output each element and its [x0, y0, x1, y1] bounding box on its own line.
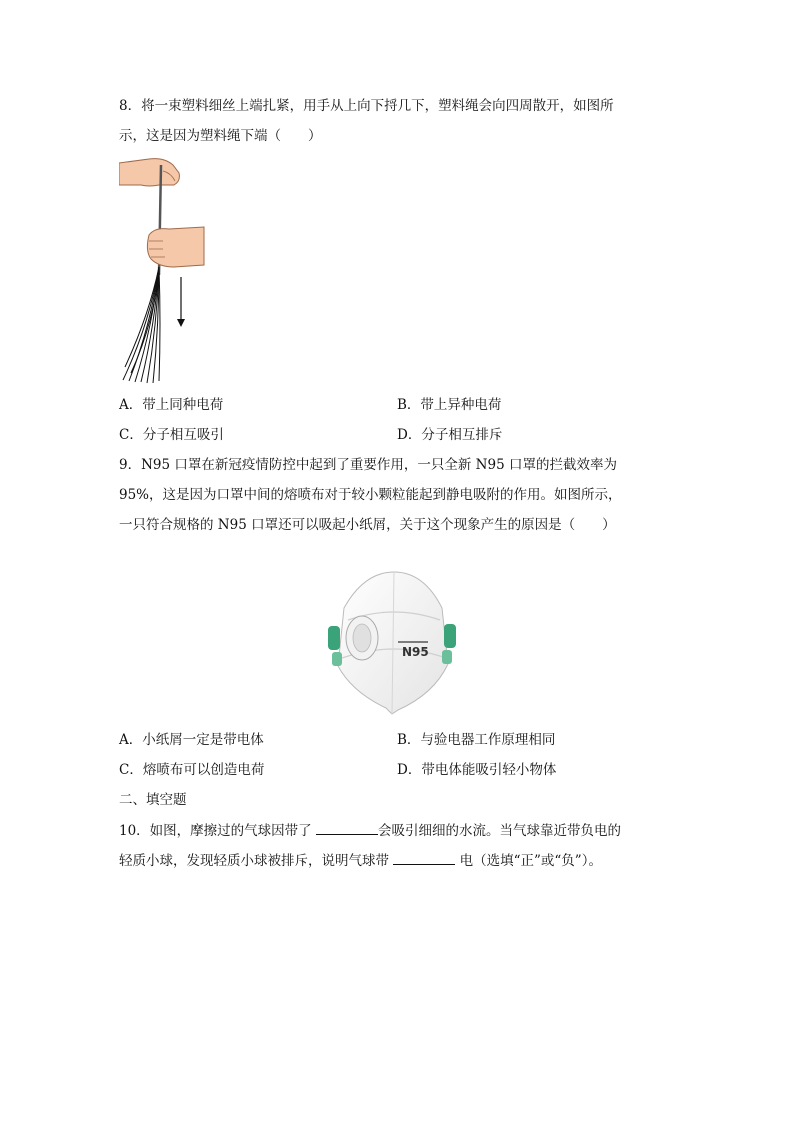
q9-option-d: D．带电体能吸引轻小物体 [397, 762, 557, 778]
q10-line2-part-a: 轻质小球，发现轻质小球被排斥，说明气球带 [119, 853, 394, 869]
q8-option-c: C．分子相互吸引 [119, 427, 224, 443]
mask-print-text: N95 [402, 645, 429, 659]
q9-option-a: A．小纸屑一定是带电体 [119, 732, 264, 748]
q8-stem-line2: 示，这是因为塑料绳下端（ ） [119, 128, 322, 144]
q9-option-c: C．熔喷布可以创造电荷 [119, 762, 265, 778]
q8-figure-hand-plastic-strings [119, 155, 214, 385]
q10-blank-1[interactable] [316, 820, 378, 835]
q9-figure-n95-mask [324, 568, 460, 716]
q8-stem-line1: 8．将一束塑料细丝上端扎紧，用手从上向下捋几下，塑料绳会向四周散开，如图所 [119, 98, 614, 114]
q9-option-b: B．与验电器工作原理相同 [397, 732, 556, 748]
q9-stem-line1: 9．N95 口罩在新冠疫情防控中起到了重要作用，一只全新 N95 口罩的拦截效率为 [119, 457, 617, 473]
q10-stem-line1 [119, 820, 621, 841]
q10-line1-part-a: 10．如图，摩擦过的气球因带了 [119, 823, 316, 839]
q8-option-d: D．分子相互排斥 [397, 427, 503, 443]
q10-line1-part-b: 会吸引细细的水流。当气球靠近带负电的 [377, 823, 621, 839]
section-title-fill-in: 二、填空题 [119, 792, 187, 808]
q10-blank-2[interactable] [393, 850, 455, 865]
q8-option-a: A．带上同种电荷 [119, 397, 224, 413]
q9-stem-line2: 95%，这是因为口罩中间的熔喷布对于较小颗粒能起到静电吸附的作用。如图所示， [119, 487, 622, 503]
q10-stem-line2 [119, 850, 602, 871]
q9-stem-line3: 一只符合规格的 N95 口罩还可以吸起小纸屑，关于这个现象产生的原因是（ ） [119, 517, 616, 533]
q8-option-b: B．带上异种电荷 [397, 397, 502, 413]
q10-line2-part-b: 电（选填“正”或“负”）。 [455, 853, 602, 869]
